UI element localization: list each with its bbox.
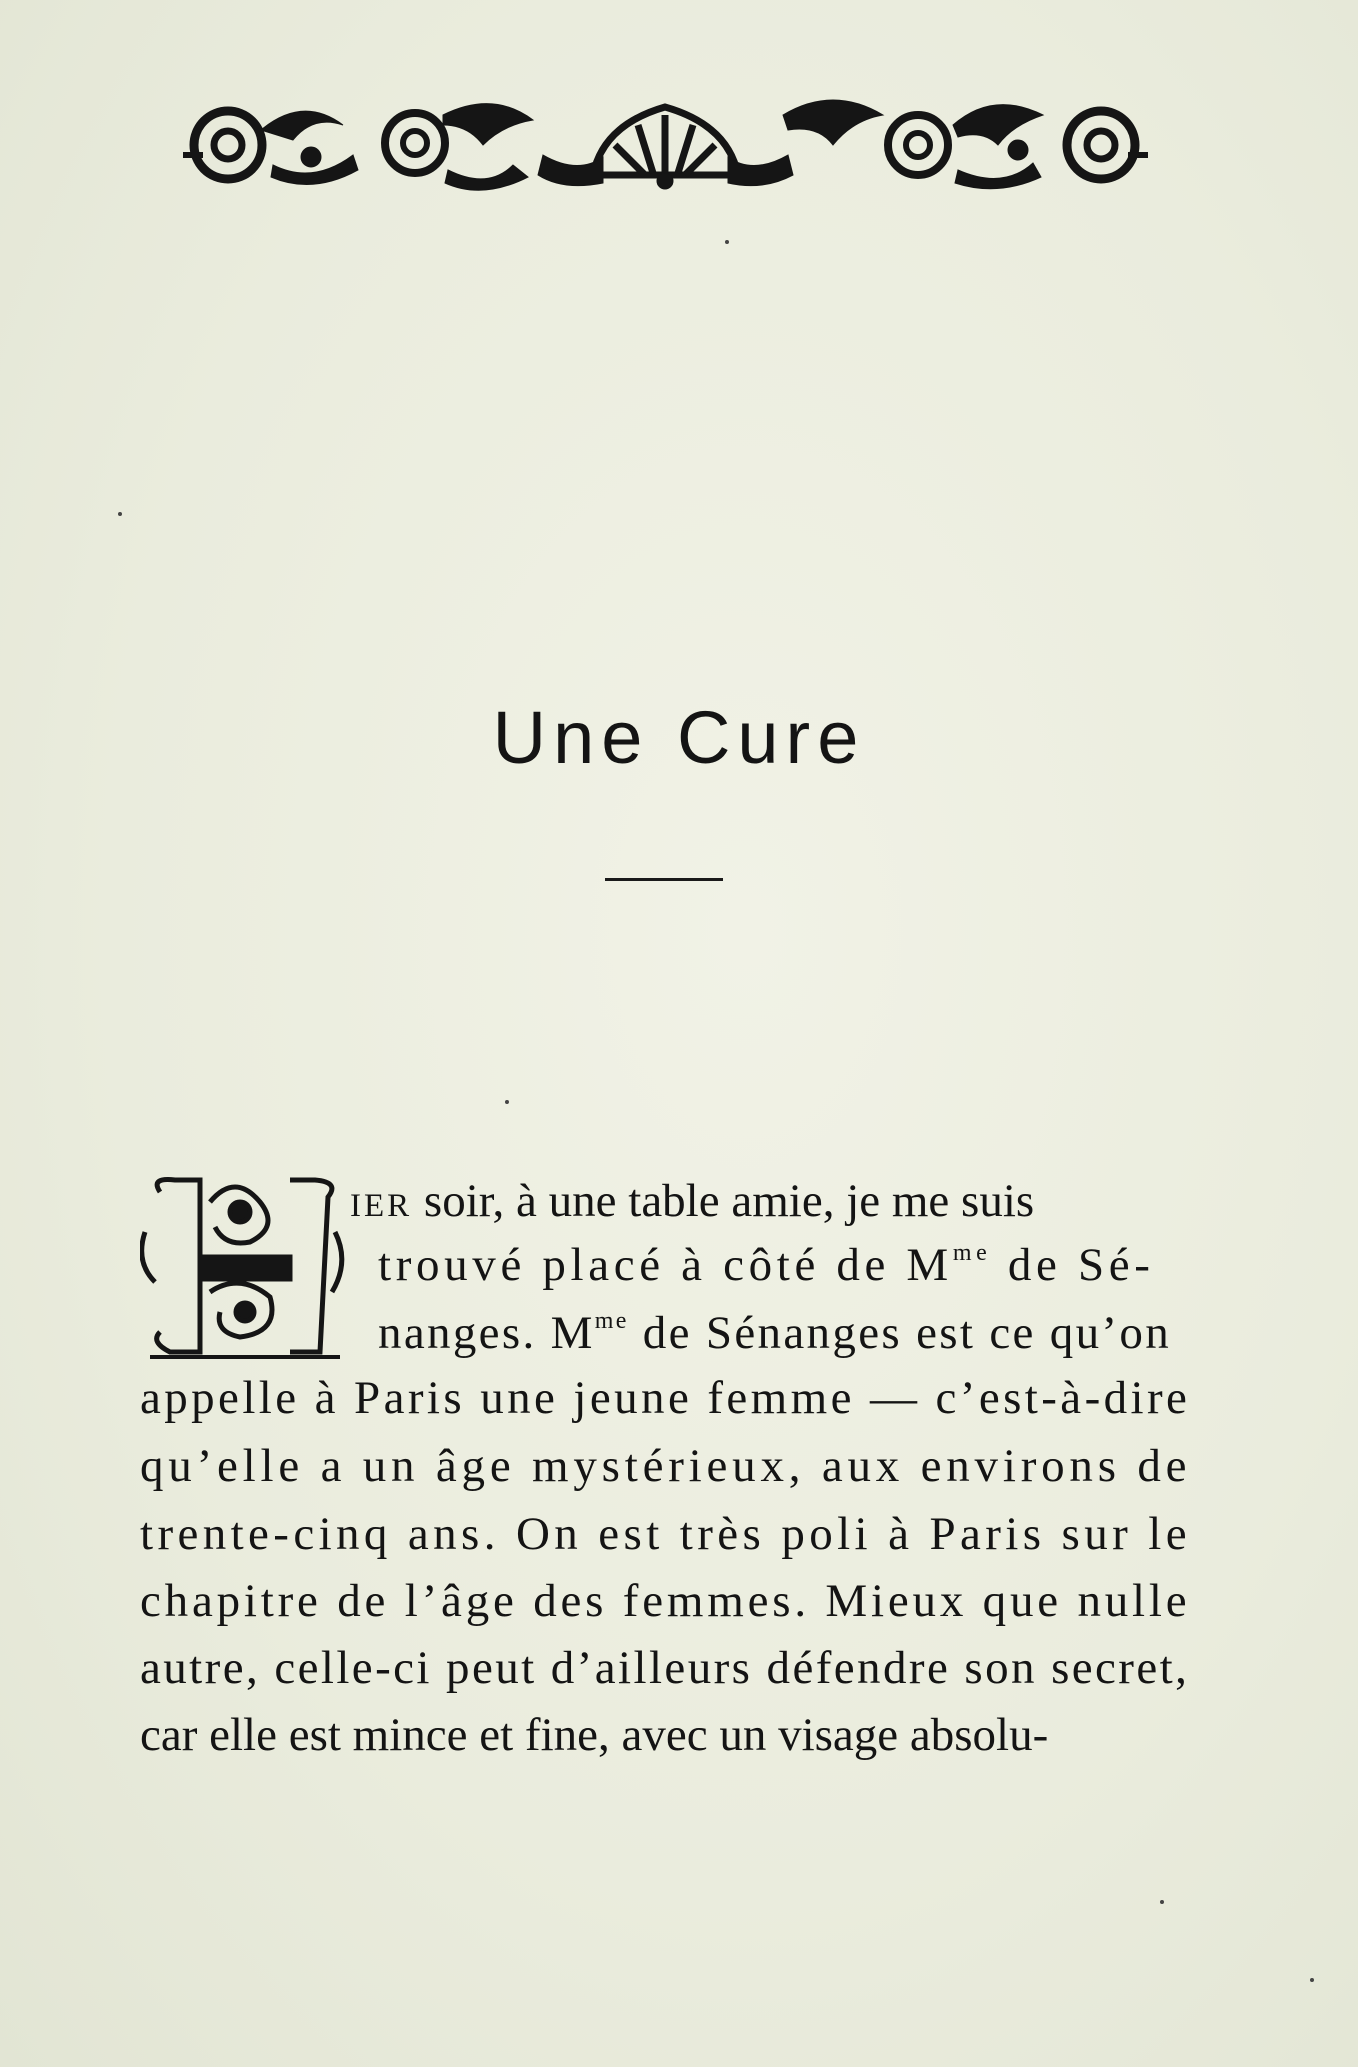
paper-speck — [1160, 1900, 1164, 1904]
paper-speck — [1310, 1978, 1314, 1982]
title-rule — [605, 878, 723, 881]
smallcaps-lead: IER — [350, 1188, 413, 1224]
text-line-9: car elle est mince et fine, avec un visage absolu- — [140, 1709, 1049, 1761]
paper-speck — [118, 512, 122, 516]
chapter-title: Une Cure — [492, 696, 866, 779]
text-line-8: autre, celle-ci peut d’ailleurs défendre son secret, — [140, 1642, 1190, 1694]
text-line-5: qu’elle a un âge mystérieux, aux environs de — [140, 1440, 1192, 1492]
text-line-1: IER soir, à une table amie, je me suis — [350, 1175, 1035, 1227]
text-line-3: nanges. $M^{me}$ de Sénanges est ce qu’on — [378, 1307, 1172, 1359]
text-line-2: trouvé placé à côté de $M^{me}$ de Sé- — [378, 1239, 1155, 1291]
ornamental-headpiece — [183, 85, 1148, 197]
paper-speck — [725, 240, 729, 244]
text-line-6: trente-cinq ans. On est très poli à Paris sur le — [140, 1508, 1191, 1560]
paper-speck — [505, 1100, 509, 1104]
text-line-4: appelle à Paris une jeune femme — c’est-à-dire — [140, 1372, 1191, 1424]
text-line-7: chapitre de l’âge des femmes. Mieux que nulle — [140, 1575, 1191, 1627]
ornamental-dropcap-h — [140, 1172, 348, 1362]
